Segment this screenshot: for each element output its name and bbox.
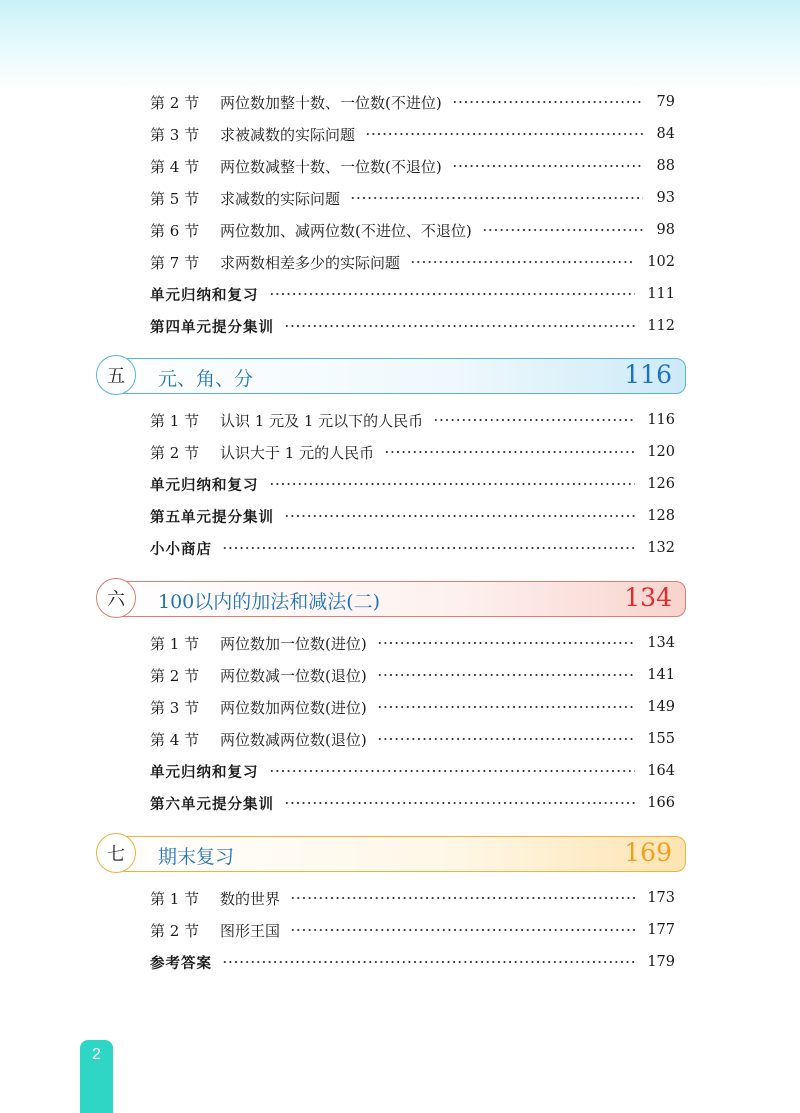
section-title: 单元归纳和复习 (150, 764, 259, 781)
page-number: 126 (647, 476, 675, 492)
section-title: 求两数相差多少的实际问题 (220, 253, 401, 272)
section-number: 第 4 节 (150, 730, 200, 749)
page-number: 93 (656, 190, 675, 206)
leader-dots (433, 419, 635, 421)
toc-entry-answers[interactable] (150, 950, 675, 974)
page-number: 102 (647, 254, 675, 270)
page-number: 179 (647, 954, 675, 970)
page-number: 84 (656, 126, 675, 142)
toc-entry-activity[interactable] (150, 536, 675, 560)
leader-dots (222, 547, 635, 549)
toc-entry[interactable] (150, 408, 675, 432)
page-number: 177 (647, 922, 675, 938)
section-title: 两位数减整十数、一位数(不退位) (220, 157, 442, 176)
section-number: 第 2 节 (150, 921, 200, 940)
toc-entry-review[interactable] (150, 759, 675, 783)
page-number-tab (80, 1040, 113, 1113)
section-title: 图形王国 (220, 921, 281, 940)
page-number: 128 (647, 508, 675, 524)
leader-dots (452, 101, 643, 103)
leader-dots (269, 483, 636, 485)
toc-entry[interactable] (150, 218, 675, 242)
leader-dots (269, 293, 636, 295)
page-number: 166 (647, 795, 675, 811)
section-title: 第五单元提分集训 (150, 509, 274, 526)
chapter-page-number: 116 (624, 360, 672, 389)
section-title: 第六单元提分集训 (150, 796, 274, 813)
toc-entry-practice[interactable] (150, 791, 675, 815)
chapter-page-number: 169 (624, 838, 672, 867)
toc-entry[interactable] (150, 695, 675, 719)
section-number: 第 5 节 (150, 189, 200, 208)
section-title: 认识大于 1 元的人民币 (220, 443, 375, 462)
toc-entry-review[interactable] (150, 282, 675, 306)
section-title: 单元归纳和复习 (150, 477, 259, 494)
leader-dots (284, 515, 635, 517)
page-number: 112 (647, 318, 675, 334)
page-number: 141 (647, 667, 675, 683)
section-title: 两位数减两位数(退位) (220, 730, 367, 749)
chapter-header-7[interactable] (96, 833, 686, 873)
toc-entry-review[interactable] (150, 472, 675, 496)
section-number: 第 2 节 (150, 93, 200, 112)
section-title: 两位数加两位数(进位) (220, 698, 367, 717)
section-title: 参考答案 (150, 955, 212, 972)
leader-dots (482, 229, 643, 231)
section-title: 小小商店 (150, 541, 212, 558)
page-number: 116 (647, 412, 675, 428)
leader-dots (350, 197, 643, 199)
leader-dots (377, 706, 636, 708)
toc-entry[interactable] (150, 663, 675, 687)
page-number: 79 (656, 94, 675, 110)
leader-dots (365, 133, 643, 135)
chapter-number-badge: 七 (96, 833, 136, 873)
section-title: 数的世界 (220, 889, 281, 908)
section-title: 第四单元提分集训 (150, 319, 274, 336)
chapter-title: 期末复习 (158, 846, 235, 868)
chapter-header-5[interactable] (96, 355, 686, 395)
toc-entry[interactable] (150, 90, 675, 114)
leader-dots (410, 261, 635, 263)
page-number: 132 (647, 540, 675, 556)
leader-dots (290, 929, 635, 931)
toc-entry[interactable] (150, 918, 675, 942)
leader-dots (290, 897, 635, 899)
toc-entry-practice[interactable] (150, 314, 675, 338)
toc-entry[interactable] (150, 186, 675, 210)
leader-dots (222, 961, 635, 963)
chapter-number-badge: 五 (96, 355, 136, 395)
section-number: 第 3 节 (150, 698, 200, 717)
page-number: 134 (647, 635, 675, 651)
toc-entry[interactable] (150, 250, 675, 274)
section-title: 两位数减一位数(退位) (220, 666, 367, 685)
toc-entry[interactable] (150, 154, 675, 178)
section-title: 求被减数的实际问题 (220, 125, 356, 144)
section-number: 第 7 节 (150, 253, 200, 272)
section-title: 单元归纳和复习 (150, 287, 259, 304)
section-title: 求减数的实际问题 (220, 189, 341, 208)
page-number: 155 (647, 731, 675, 747)
chapter-header-6[interactable] (96, 578, 686, 618)
leader-dots (384, 451, 635, 453)
chapter-page-number: 134 (624, 583, 672, 612)
section-number: 第 2 节 (150, 443, 200, 462)
folio-number: 2 (92, 1046, 101, 1063)
section-number: 第 3 节 (150, 125, 200, 144)
leader-dots (377, 738, 636, 740)
section-number: 第 1 节 (150, 889, 200, 908)
leader-dots (377, 674, 636, 676)
toc-entry[interactable] (150, 440, 675, 464)
page-number: 149 (647, 699, 675, 715)
section-title: 两位数加整十数、一位数(不进位) (220, 93, 442, 112)
page-number: 120 (647, 444, 675, 460)
section-number: 第 1 节 (150, 411, 200, 430)
toc-entry-practice[interactable] (150, 504, 675, 528)
toc-entry[interactable] (150, 886, 675, 910)
section-title: 两位数加一位数(进位) (220, 634, 367, 653)
section-number: 第 4 节 (150, 157, 200, 176)
leader-dots (284, 802, 635, 804)
section-title: 认识 1 元及 1 元以下的人民币 (220, 411, 424, 430)
toc-entry[interactable] (150, 122, 675, 146)
chapter-title: 元、角、分 (158, 368, 254, 390)
section-title: 两位数加、减两位数(不进位、不退位) (220, 221, 472, 240)
section-number: 第 2 节 (150, 666, 200, 685)
leader-dots (377, 642, 636, 644)
chapter-number-badge: 六 (96, 578, 136, 618)
section-number: 第 1 节 (150, 634, 200, 653)
toc-entry[interactable] (150, 631, 675, 655)
leader-dots (452, 165, 643, 167)
page-number: 111 (647, 286, 675, 302)
leader-dots (269, 770, 636, 772)
page-number: 98 (656, 222, 675, 238)
page-number: 164 (647, 763, 675, 779)
section-number: 第 6 节 (150, 221, 200, 240)
leader-dots (284, 325, 635, 327)
page-number: 173 (647, 890, 675, 906)
toc-entry[interactable] (150, 727, 675, 751)
chapter-title: 100以内的加法和减法(二) (158, 591, 381, 613)
page-number: 88 (656, 158, 675, 174)
